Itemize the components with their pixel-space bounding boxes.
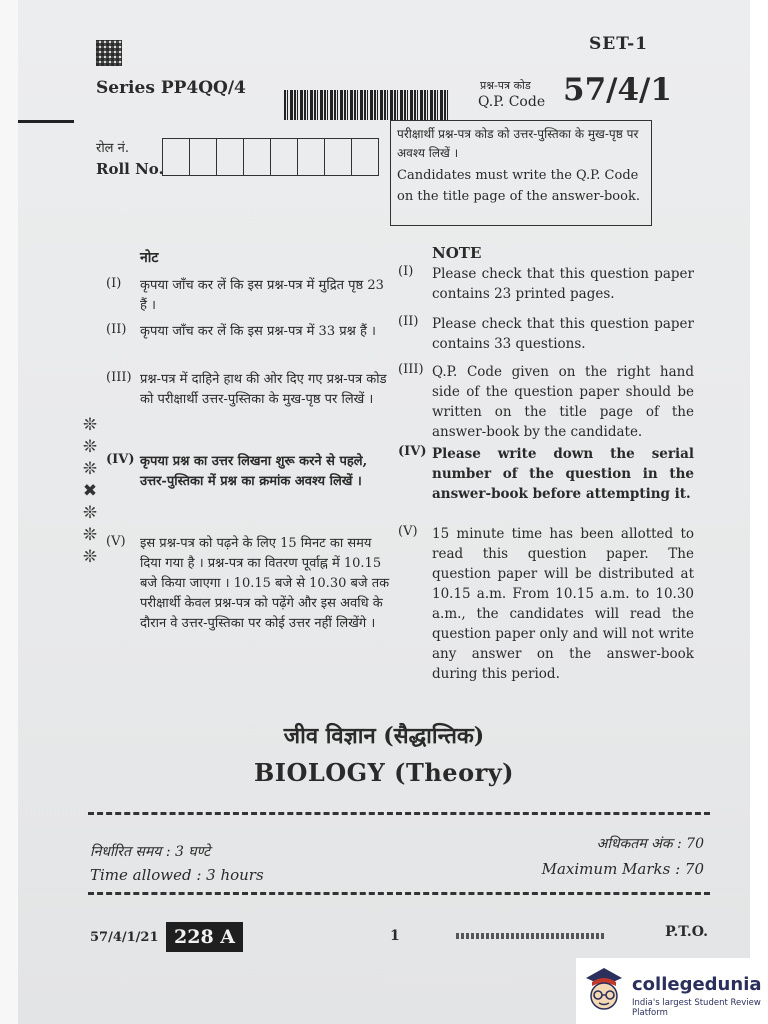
page-number: 1 <box>390 928 400 944</box>
qp-code: 57/4/1 <box>563 72 672 108</box>
qr-code-icon <box>96 40 122 66</box>
asterisk-icon: ❊ <box>82 459 98 479</box>
roll-label-hindi: रोल नं. <box>96 141 129 156</box>
wavy-line <box>456 933 606 939</box>
note-title-hindi: नोट <box>140 250 159 266</box>
qp-code-notice-box <box>390 120 652 226</box>
time-allowed: Time allowed : 3 hours <box>90 866 264 884</box>
notice-english: Candidates must write the Q.P. Code on the title page of the answer-book. <box>397 168 640 204</box>
max-marks-hindi: अधिकतम अंक : 70 <box>596 836 704 852</box>
cross-icon: ✖ <box>82 481 98 501</box>
margin-marks <box>80 414 100 568</box>
asterisk-icon: ❊ <box>82 525 98 545</box>
brand-tagline: India's largest Student Review Platform <box>632 998 761 1018</box>
pto-label: P.T.O. <box>665 924 708 940</box>
dashed-divider <box>88 812 710 815</box>
asterisk-icon: ❊ <box>82 547 98 567</box>
qp-code-label: Q.P. Code <box>478 94 546 110</box>
qp-code-hindi-label: प्रश्न-पत्र कोड <box>480 79 531 92</box>
page-edge <box>0 0 18 1024</box>
max-marks: Maximum Marks : 70 <box>541 860 704 878</box>
series-label: Series PP4QQ/4 <box>96 78 246 98</box>
barcode-icon <box>284 90 449 120</box>
roll-label: Roll No. <box>96 160 164 178</box>
subject-title: BIOLOGY (Theory) <box>253 758 515 787</box>
time-allowed-hindi: निर्धारित समय : 3 घण्टे <box>90 844 211 860</box>
asterisk-icon: ❊ <box>82 503 98 523</box>
asterisk-icon: ❊ <box>82 415 98 435</box>
roll-number-boxes[interactable] <box>162 138 379 176</box>
subject-title-hindi: जीव विज्ञान (सैद्धान्तिक) <box>283 723 485 749</box>
footer-code: 57/4/1/21 <box>90 930 159 945</box>
margin-line <box>18 120 74 123</box>
notice-hindi: परीक्षार्थी प्रश्न-पत्र कोड को उत्तर-पुस्तिका के मुख-पृष्ठ पर अवश्य लिखें । <box>397 127 639 160</box>
note-title-english: NOTE <box>432 244 482 262</box>
collegedunia-logo <box>576 958 768 1024</box>
dashed-divider <box>88 892 710 895</box>
footer-badge: 228 A <box>166 922 243 952</box>
student-mascot-icon <box>582 964 626 1016</box>
set-label: SET-1 <box>589 34 648 54</box>
brand-name: collegedunia <box>632 974 762 995</box>
asterisk-icon: ❊ <box>82 437 98 457</box>
